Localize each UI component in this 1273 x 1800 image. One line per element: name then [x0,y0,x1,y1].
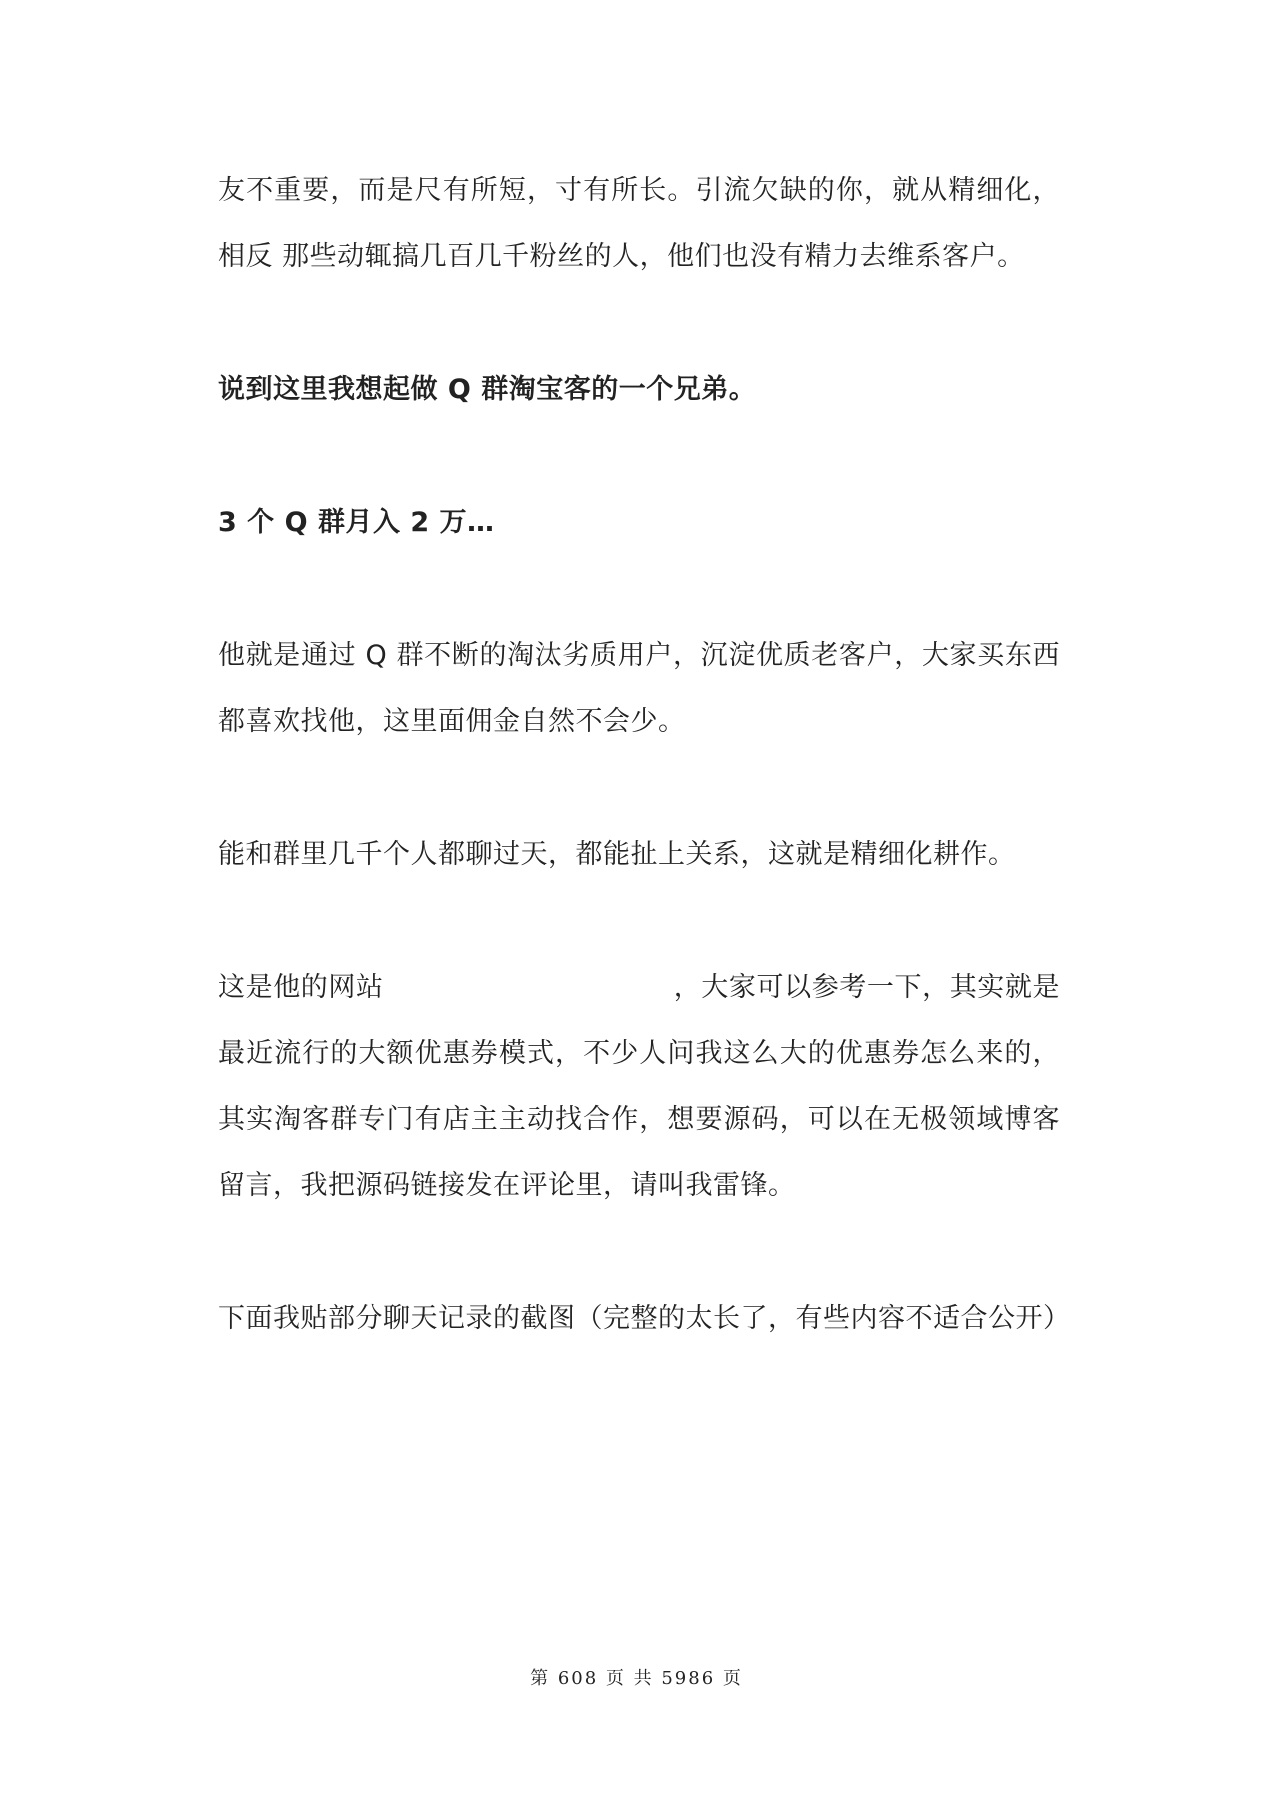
paragraph-6 [218,955,1060,1219]
paragraph-gap [218,888,1060,955]
paragraph-6-rest: ，大家可以参考一下，其实就是最近流行的大额优惠券模式，不少人问我这么大的优惠券怎么来的，其实淘客群专门有店主主动找合作，想要源码，可以在无极领域博客留言，我把源码链接发在评论里，请叫我雷锋。 [218,972,1061,1201]
paragraph-gap [218,1219,1060,1286]
paragraph-5: 能和群里几千个人都聊过天，都能扯上关系，这就是精细化耕作。 [218,839,1016,870]
paragraph-2-bold: 说到这里我想起做 Q 群淘宝客的一个兄弟。 [218,374,757,405]
paragraph-gap [218,755,1060,822]
article-body [218,158,1071,1352]
paragraph-gap [218,423,1060,490]
paragraph-4: 他就是通过 Q 群不断的淘汰劣质用户，沉淀优质老客户，大家买东西都喜欢找他，这里面佣金自然不会少。 [218,640,1060,737]
paragraph-1: 友不重要，而是尺有所短，寸有所长。引流欠缺的你，就从精细化，相反 那些动辄搞几百几千粉丝的人，他们也没有精力去维系客户。 [218,175,1060,272]
paragraph-3-bold: 3 个 Q 群月入 2 万… [218,507,495,538]
paragraph-7: 下面我贴部分聊天记录的截图（完整的太长了，有些内容不适合公开） [218,1303,1071,1334]
paragraph-6-lead: 这是他的网站 [218,972,384,1003]
paragraph-gap [218,556,1060,623]
paragraph-gap [218,290,1060,357]
page-number-footer: 第 608 页 共 5986 页 [530,1668,743,1689]
